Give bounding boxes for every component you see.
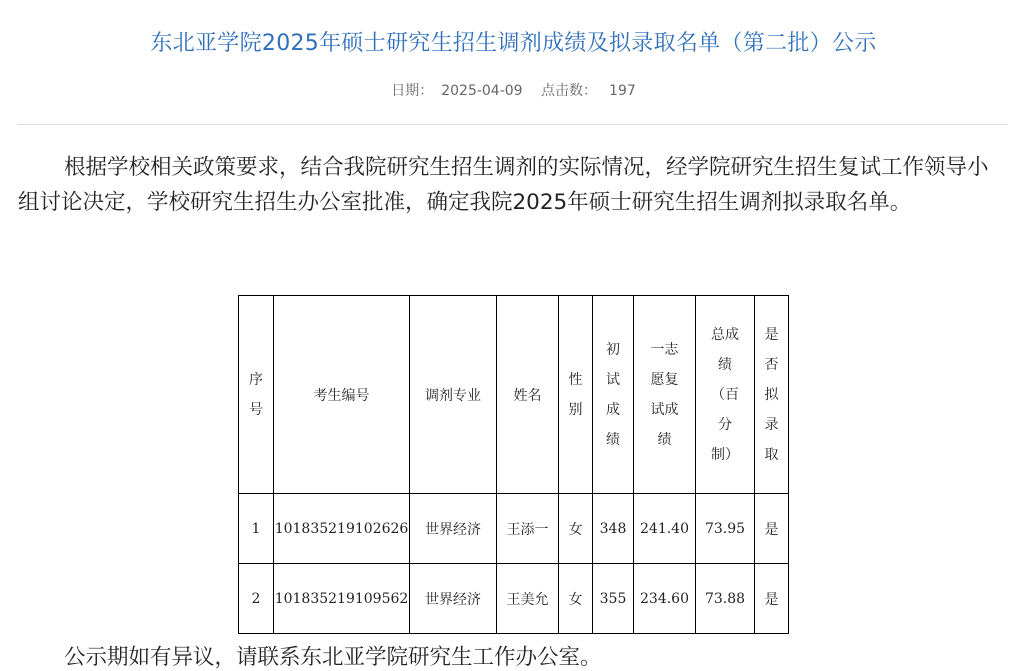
cell-retest-score: 234.60: [634, 564, 696, 634]
cell-total-score: 73.95: [696, 494, 755, 564]
publish-date: 2025-04-09: [441, 83, 523, 99]
cell-name: 王添一: [497, 494, 559, 564]
table-header-row: [239, 296, 789, 494]
header-initial-score: 初试成绩: [593, 296, 634, 494]
cell-total-score: 73.88: [696, 564, 755, 634]
click-count: 197: [609, 83, 636, 99]
date-label: 日期：: [391, 83, 434, 99]
cell-exam-id: 101835219109562: [274, 564, 410, 634]
cell-exam-id: 101835219102626: [274, 494, 410, 564]
header-admitted: 是否拟录取: [755, 296, 789, 494]
cell-gender: 女: [559, 564, 593, 634]
header-name: 姓名: [497, 296, 559, 494]
title-divider: [18, 124, 1008, 125]
header-retest-score: 一志愿复试成绩: [634, 296, 696, 494]
table-row: [239, 494, 789, 564]
cell-admitted: 是: [755, 494, 789, 564]
cell-gender: 女: [559, 494, 593, 564]
article-title: 东北亚学院2025年硕士研究生招生调剂成绩及拟录取名单（第二批）公示: [150, 31, 877, 56]
header-index: 序号: [239, 296, 274, 494]
cell-admitted: 是: [755, 564, 789, 634]
cell-index: 2: [239, 564, 274, 634]
header-exam-id: 考生编号: [274, 296, 410, 494]
cell-major: 世界经济: [410, 494, 497, 564]
cell-initial-score: 348: [593, 494, 634, 564]
cell-index: 1: [239, 494, 274, 564]
header-gender: 性别: [559, 296, 593, 494]
footer-notice: 公示期如有异议，请联系东北亚学院研究生工作办公室。: [64, 645, 602, 670]
article-meta: [0, 80, 1027, 100]
cell-retest-score: 241.40: [634, 494, 696, 564]
table-row: [239, 564, 789, 634]
cell-initial-score: 355: [593, 564, 634, 634]
intro-paragraph: 根据学校相关政策要求，结合我院研究生招生调剂的实际情况，经学院研究生招生复试工作领导小组讨论决定，学校研究生招生办公室批准，确定我院2025年硕士研究生招生调剂拟录取名单。: [18, 155, 989, 215]
cell-name: 王美允: [497, 564, 559, 634]
clicks-label: 点击数：: [541, 83, 598, 99]
header-major: 调剂专业: [410, 296, 497, 494]
admission-table: [238, 295, 789, 634]
cell-major: 世界经济: [410, 564, 497, 634]
header-total-score: 总成绩（百分制）: [696, 296, 755, 494]
